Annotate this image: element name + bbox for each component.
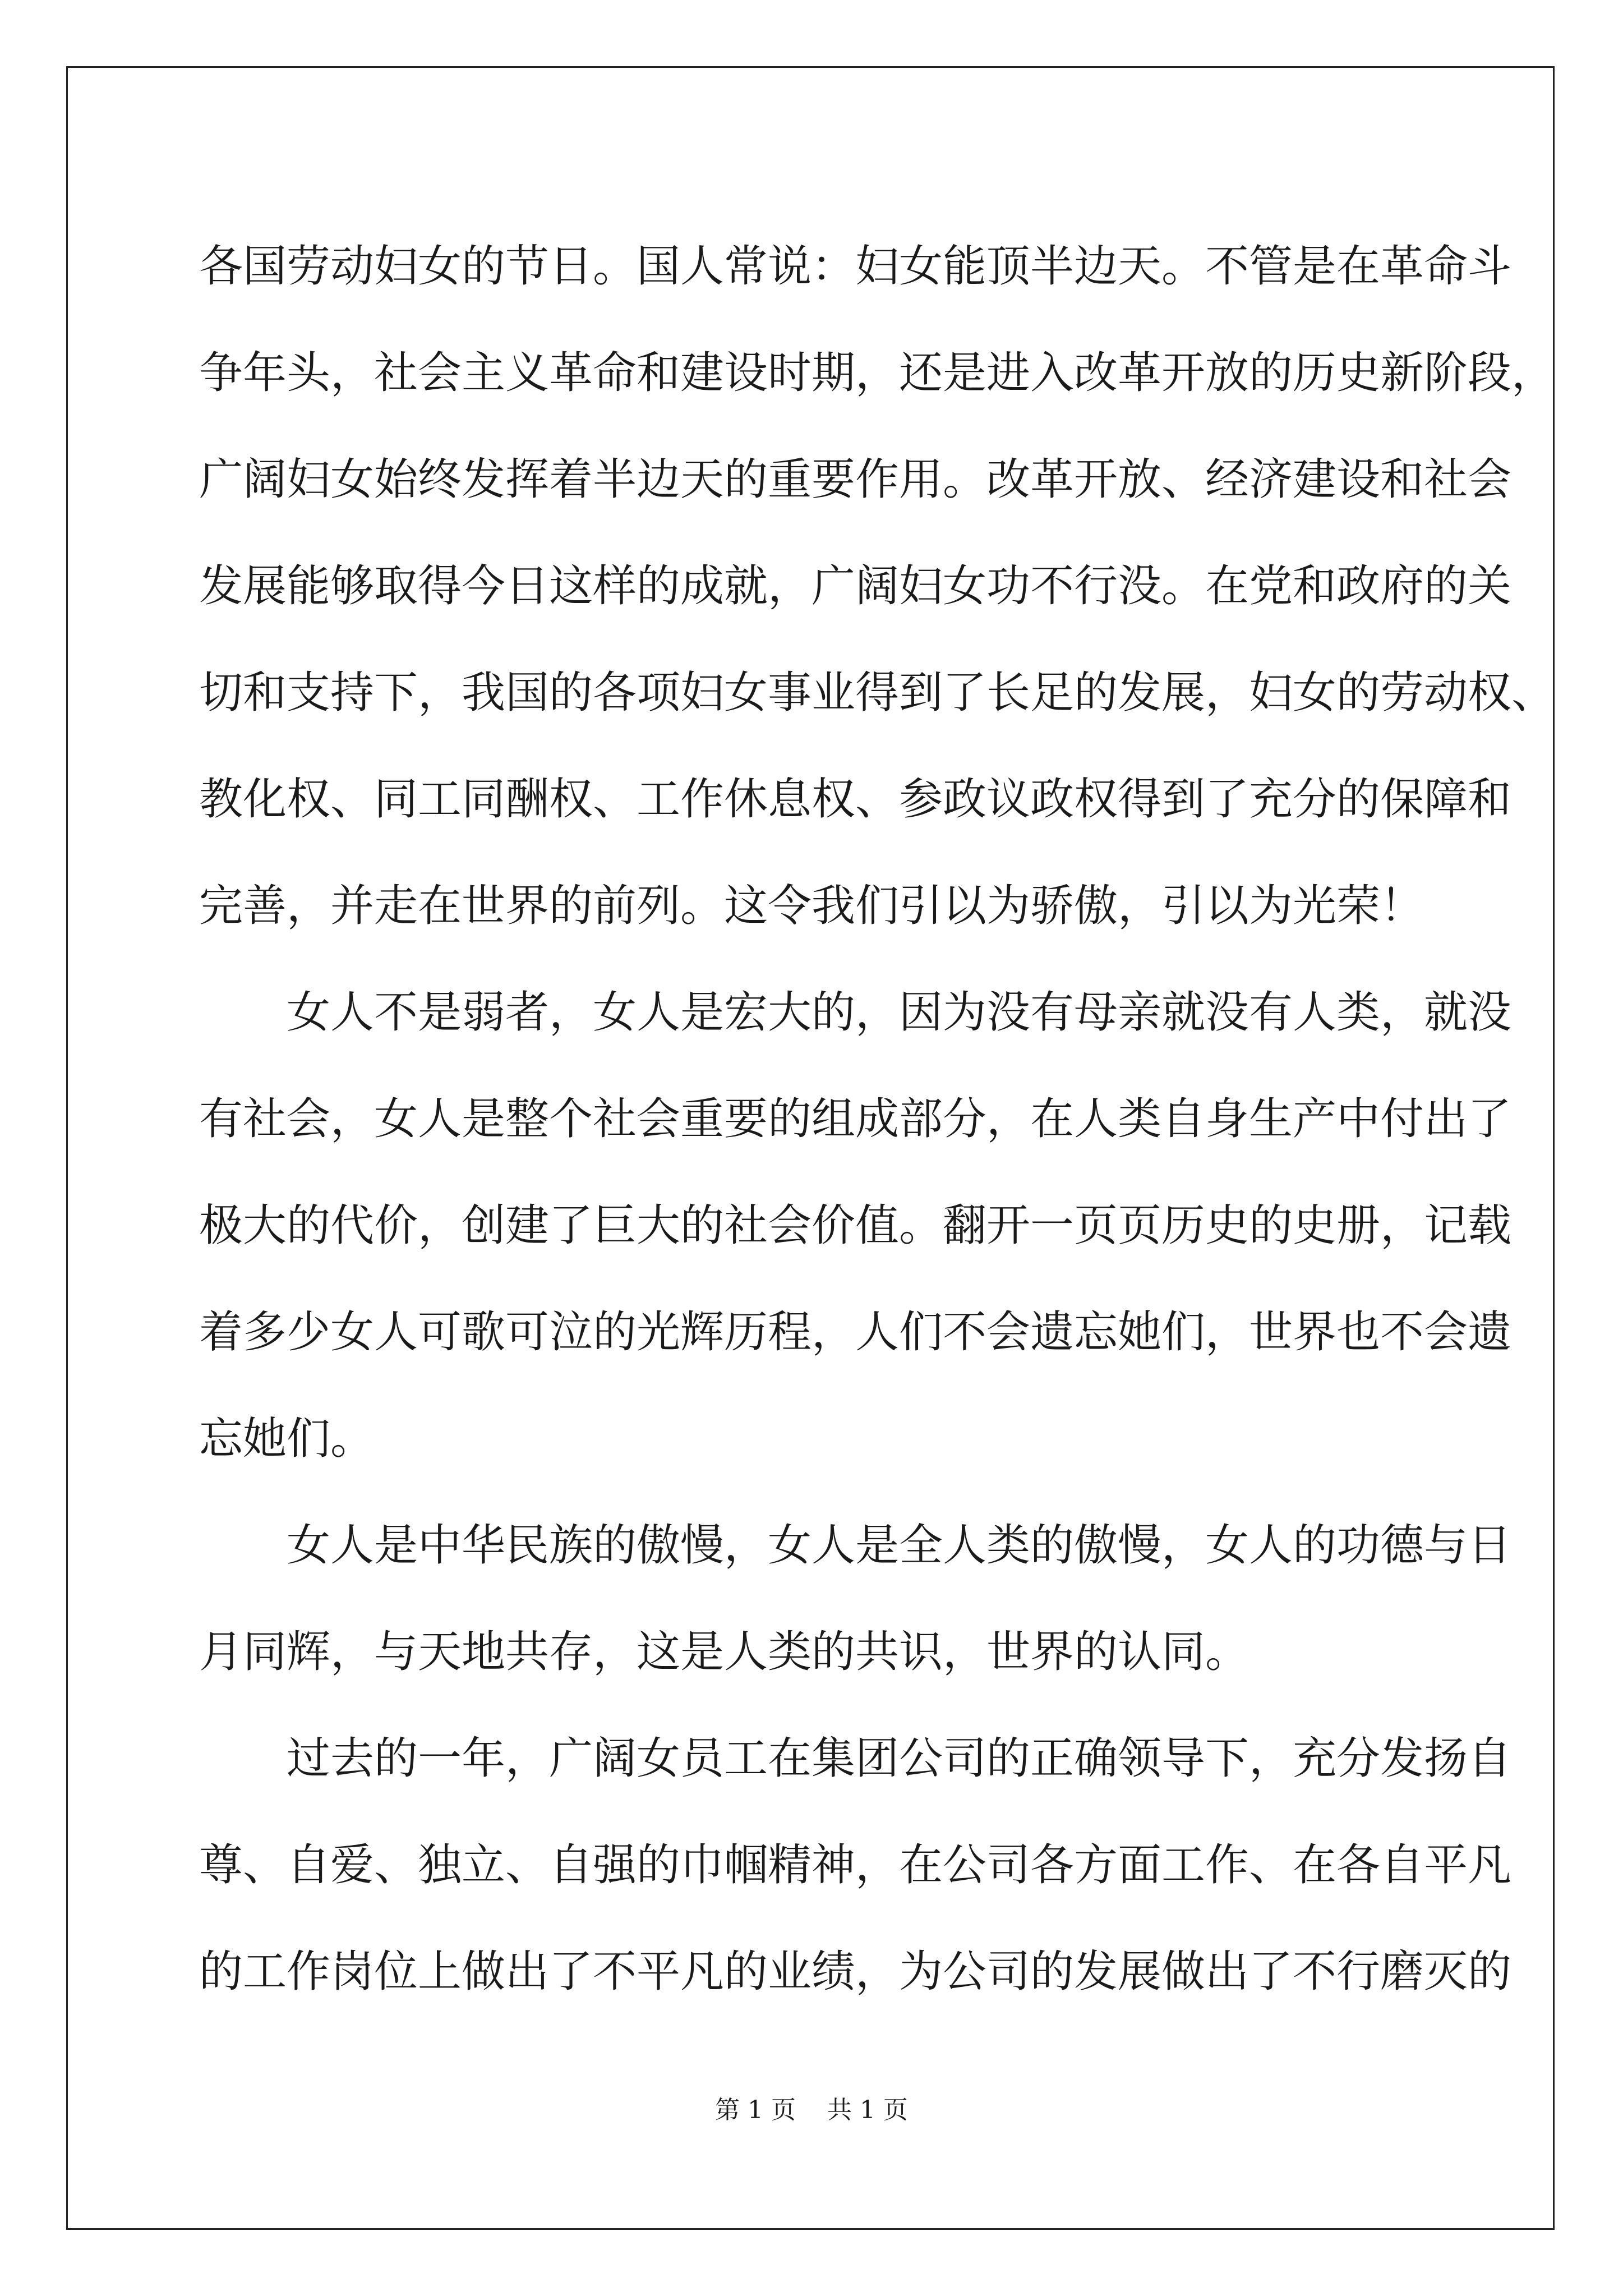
text-line: 发展能够取得今日这样的成就，广阔妇女功不行没。在党和政府的关: [199, 561, 1512, 611]
text-line: 完善，并走在世界的前列。这令我们引以为骄傲，引以为光荣！: [199, 881, 1424, 931]
text-line: 着多少女人可歌可泣的光辉历程，人们不会遗忘她们，世界也不会遗: [199, 1307, 1512, 1358]
text-line: 各国劳动妇女的节日。国人常说：妇女能顶半边天。不管是在革命斗: [199, 241, 1512, 292]
text-line: 女人是中华民族的傲慢，女人是全人类的傲慢，女人的功德与日: [287, 1520, 1512, 1571]
text-line: 教化权、同工同酬权、工作休息权、参政议政权得到了充分的保障和: [199, 774, 1512, 825]
text-line: 过去的一年，广阔女员工在集团公司的正确领导下，充分发扬自: [287, 1733, 1512, 1784]
text-line: 极大的代价，创建了巨大的社会价值。翻开一页页历史的史册，记载: [199, 1200, 1512, 1251]
text-line: 忘她们。: [199, 1414, 375, 1464]
document-body: [199, 213, 1556, 2025]
text-line: 女人不是弱者，女人是宏大的，因为没有母亲就没有人类，就没: [287, 987, 1512, 1038]
text-line: 有社会，女人是整个社会重要的组成部分，在人类自身生产中付出了: [199, 1094, 1512, 1144]
text-line: 切和支持下，我国的各项妇女事业得到了长足的发展，妇女的劳动权、: [199, 668, 1556, 718]
text-line: 争年头，社会主义革命和建设时期，还是进入改革开放的历史新阶段，: [199, 348, 1556, 398]
text-line: 的工作岗位上做出了不平凡的业绩，为公司的发展做出了不行磨灭的: [199, 1947, 1512, 1997]
text-line: 广阔妇女始终发挥着半边天的重要作用。改革开放、经济建设和社会: [199, 454, 1512, 505]
text-line: 尊、自爱、独立、自强的巾帼精神，在公司各方面工作、在各自平凡: [199, 1840, 1512, 1890]
page-footer: 第 1 页 共 1 页: [715, 2096, 908, 2124]
text-line: 月同辉，与天地共存，这是人类的共识，世界的认同。: [199, 1627, 1249, 1677]
